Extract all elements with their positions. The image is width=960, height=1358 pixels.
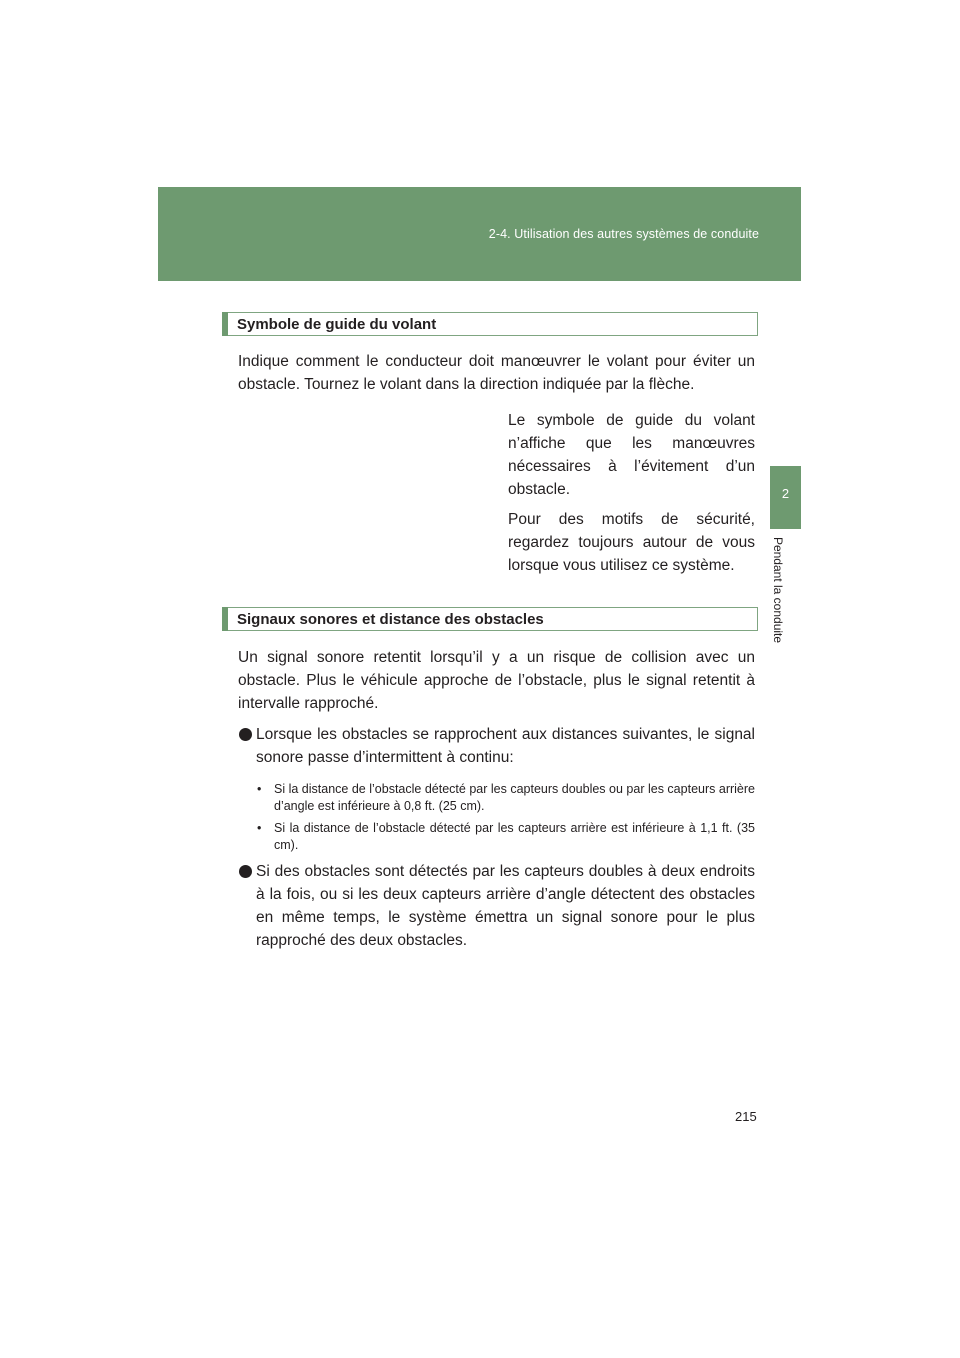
paragraph: Un signal sonore retentit lorsqu’il y a un risque de collision avec un obstacle. Plus le véhicule approche de l’obstacle, plus le signal retentit à intervalle rapproché.	[238, 649, 755, 712]
bullet-dot-icon	[239, 865, 252, 878]
sub-bullet-icon: •	[257, 821, 262, 835]
paragraph: Indique comment le conducteur doit manœuvrer le volant pour éviter un obstacle. Tournez le volant dans la direction indiquée par la flèche.	[238, 353, 755, 393]
section-heading-steering-guide	[222, 312, 758, 336]
page-number: 215	[735, 1109, 757, 1124]
chapter-side-label: Pendant la conduite	[771, 536, 785, 644]
sub-bullet-text: Si la distance de l’obstacle détecté par les capteurs doubles ou par les capteurs arrière d’angle est inférieure à 0,8 ft. (25 cm).	[274, 782, 755, 813]
section-heading-bar	[222, 607, 228, 631]
paragraph: Pour des motifs de sécurité, regardez toujours autour de vous lorsque vous utilisez ce système.	[508, 511, 755, 574]
sub-bullet-icon: •	[257, 782, 262, 796]
chapter-number: 2	[781, 486, 790, 501]
paragraph: Le symbole de guide du volant n’affiche que les manœuvres nécessaires à l’évitement d’un obstacle.	[508, 412, 755, 498]
chapter-side-tab	[770, 466, 801, 529]
section-title: Symbole de guide du volant	[237, 316, 437, 333]
sub-bullet-text: Si la distance de l’obstacle détecté par les capteurs arrière est inférieure à 1,1 ft. (35 cm).	[274, 821, 755, 852]
section-heading-signals	[222, 607, 758, 631]
bullet-text: Lorsque les obstacles se rapprochent aux distances suivantes, le signal sonore passe d’intermittent à continu:	[256, 726, 755, 766]
section-heading-bar	[222, 312, 228, 336]
section-title: Signaux sonores et distance des obstacles	[237, 611, 544, 628]
bullet-dot-icon	[239, 728, 252, 741]
chapter-header-band	[158, 187, 801, 281]
bullet-text: Si des obstacles sont détectés par les capteurs doubles à deux endroits à la fois, ou si les deux capteurs arrière d’angle détectent des obstacles en même temps, le système émettra un signal sonore pour le plus rapproché des deux obstacles.	[256, 863, 755, 949]
chapter-title: 2-4. Utilisation des autres systèmes de conduite	[488, 227, 759, 241]
